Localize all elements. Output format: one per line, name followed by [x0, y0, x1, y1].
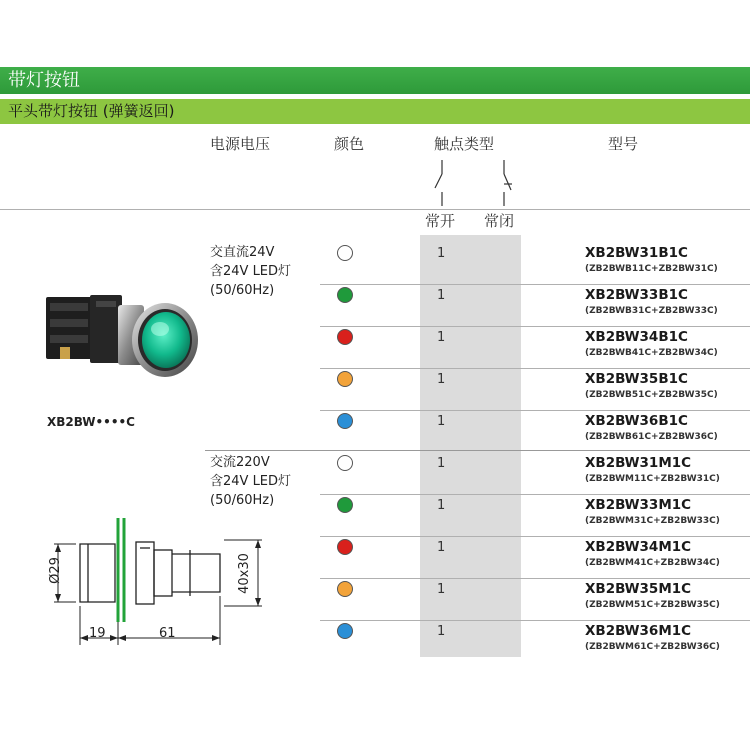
- no-count: 1: [437, 288, 446, 303]
- voltage-group-1: [210, 243, 291, 300]
- pushbutton-product-image: [40, 285, 205, 395]
- no-count: 1: [437, 330, 446, 345]
- voltage-line: 交直流24V: [210, 245, 275, 260]
- no-count: 1: [437, 456, 446, 471]
- row-divider: [320, 410, 750, 411]
- no-count: 1: [437, 372, 446, 387]
- product-series-label: XB2BW••••C: [47, 415, 135, 429]
- dimension-diameter: Ø29: [47, 557, 63, 584]
- section-title: 带灯按钮: [8, 70, 80, 91]
- model-components: (ZB2BWM31C+ZB2BW33C): [585, 516, 720, 526]
- model-components: (ZB2BWB51C+ZB2BW35C): [585, 390, 718, 400]
- model-number: XB2BW33B1C: [585, 287, 688, 303]
- model-number: XB2BW31M1C: [585, 455, 692, 471]
- row-divider: [320, 578, 750, 579]
- column-header-no: 常开: [425, 212, 456, 230]
- header-divider: [0, 209, 750, 210]
- dimension-front: 19: [89, 626, 106, 641]
- model-components: (ZB2BWM51C+ZB2BW35C): [585, 600, 720, 610]
- model-components: (ZB2BWB31C+ZB2BW33C): [585, 306, 718, 316]
- model-number: XB2BW34B1C: [585, 329, 688, 345]
- voltage-line: 含24V LED灯: [210, 474, 292, 489]
- voltage-group-2: [210, 453, 291, 510]
- model-components: (ZB2BWM41C+ZB2BW34C): [585, 558, 720, 568]
- voltage-line: (50/60Hz): [210, 283, 275, 298]
- column-header-voltage: 电源电压: [210, 135, 271, 153]
- no-count: 1: [437, 498, 446, 513]
- column-header-nc: 常闭: [484, 212, 515, 230]
- model-number: XB2BW31B1C: [585, 245, 688, 261]
- model-components: (ZB2BWB41C+ZB2BW34C): [585, 348, 718, 358]
- no-count: 1: [437, 246, 446, 261]
- model-number: XB2BW35M1C: [585, 581, 692, 597]
- voltage-line: (50/60Hz): [210, 493, 275, 508]
- color-dot-blue: [337, 623, 353, 639]
- column-header-model: 型号: [608, 135, 639, 153]
- no-count: 1: [437, 582, 446, 597]
- contact-symbols-icon: [425, 160, 525, 208]
- color-dot-orange: [337, 371, 353, 387]
- row-divider: [320, 368, 750, 369]
- model-components: (ZB2BWM11C+ZB2BW31C): [585, 474, 720, 484]
- model-number: XB2BW34M1C: [585, 539, 692, 555]
- model-number: XB2BW36B1C: [585, 413, 688, 429]
- row-divider: [320, 326, 750, 327]
- section-header-bar: [0, 67, 750, 94]
- color-dot-white: [337, 245, 353, 261]
- no-count: 1: [437, 414, 446, 429]
- group-divider: [205, 450, 750, 451]
- color-dot-red: [337, 329, 353, 345]
- row-divider: [320, 284, 750, 285]
- model-number: XB2BW33M1C: [585, 497, 692, 513]
- no-count: 1: [437, 540, 446, 555]
- color-dot-green: [337, 287, 353, 303]
- model-number: XB2BW35B1C: [585, 371, 688, 387]
- color-dot-white: [337, 455, 353, 471]
- dimension-length: 61: [159, 626, 176, 641]
- column-header-color: 颜色: [334, 135, 365, 153]
- row-divider: [320, 536, 750, 537]
- model-number: XB2BW36M1C: [585, 623, 692, 639]
- voltage-line: 交流220V: [210, 455, 270, 470]
- no-column-background: [420, 235, 521, 657]
- color-dot-green: [337, 497, 353, 513]
- color-dot-orange: [337, 581, 353, 597]
- model-components: (ZB2BWM61C+ZB2BW36C): [585, 642, 720, 652]
- color-dot-red: [337, 539, 353, 555]
- voltage-line: 含24V LED灯: [210, 264, 292, 279]
- no-count: 1: [437, 624, 446, 639]
- model-components: (ZB2BWB11C+ZB2BW31C): [585, 264, 718, 274]
- model-components: (ZB2BWB61C+ZB2BW36C): [585, 432, 718, 442]
- dimension-height: 40x30: [236, 553, 252, 594]
- subsection-title: 平头带灯按钮 (弹簧返回): [8, 102, 175, 120]
- color-dot-blue: [337, 413, 353, 429]
- column-header-contact-type: 触点类型: [434, 135, 495, 153]
- dimension-drawing: [40, 510, 270, 650]
- row-divider: [320, 494, 750, 495]
- row-divider: [320, 620, 750, 621]
